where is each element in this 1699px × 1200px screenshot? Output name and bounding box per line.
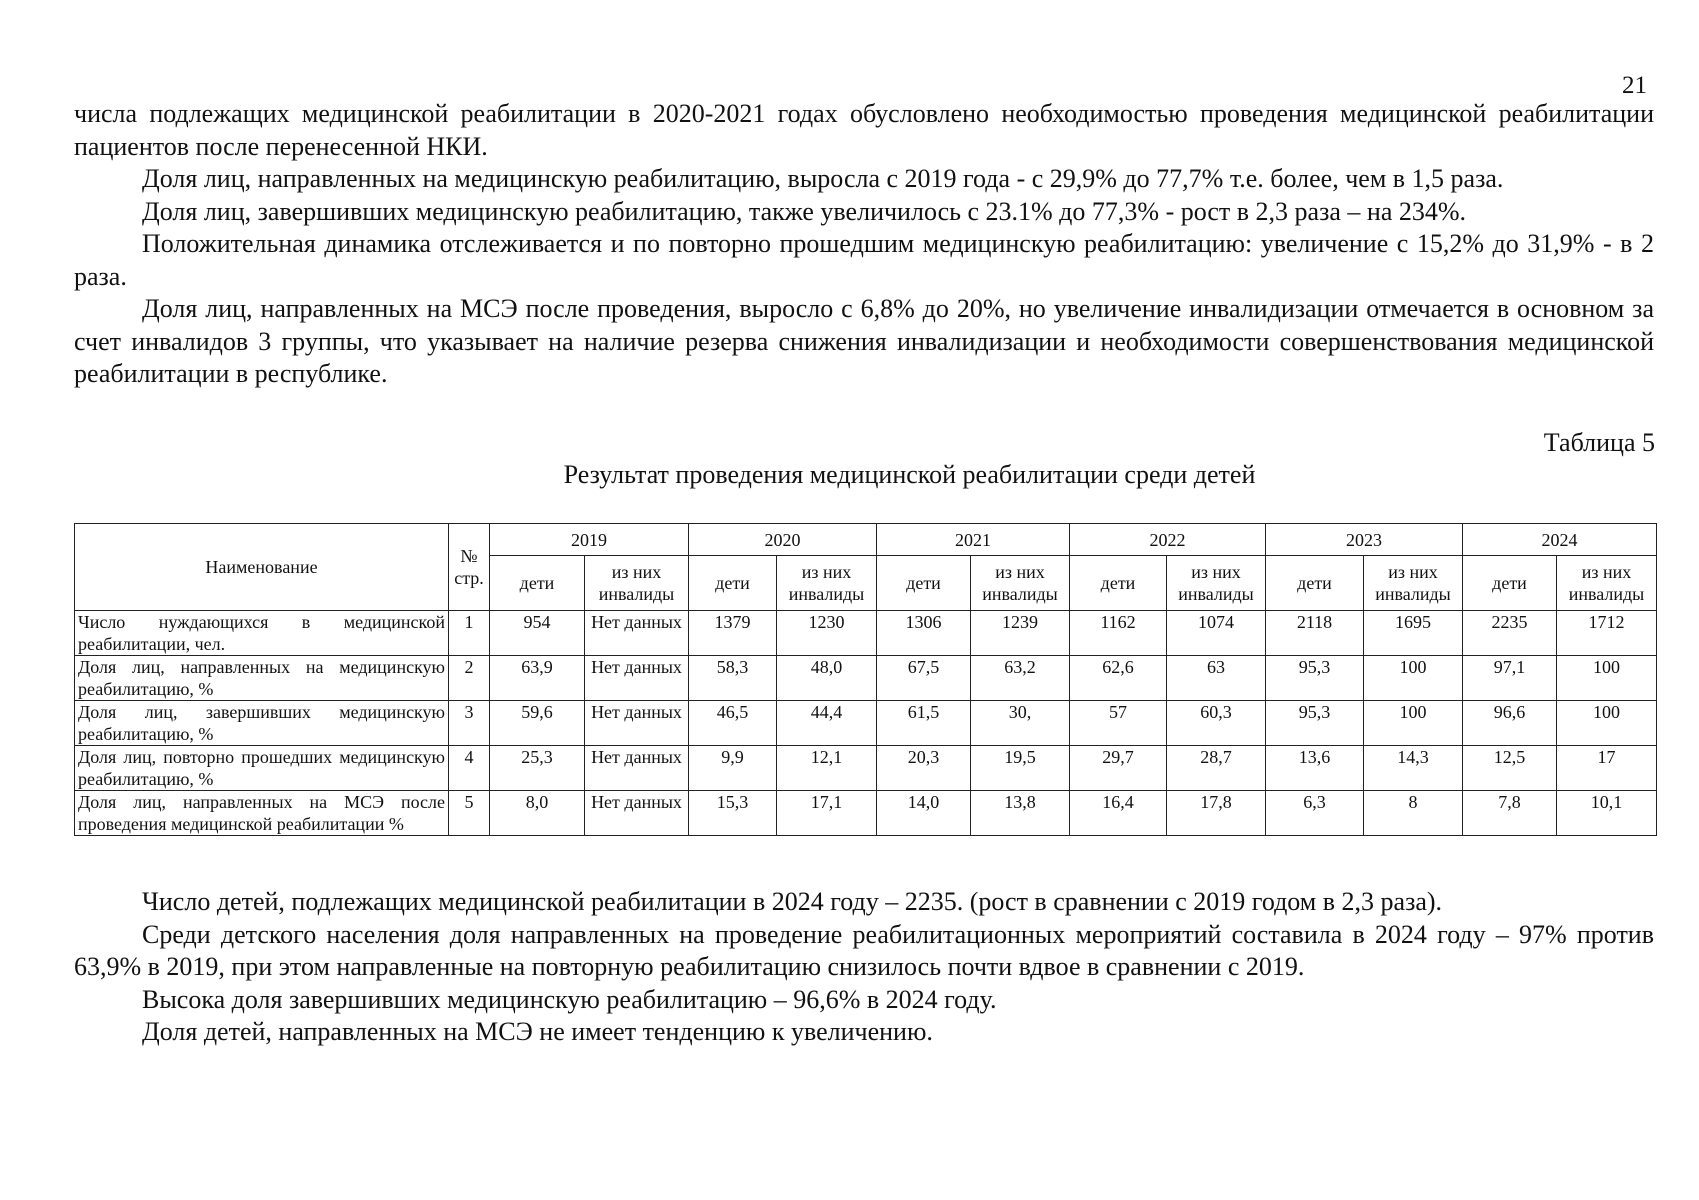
cell-disabled: 14,3 [1364,746,1463,791]
cell-children: 95,3 [1266,701,1364,746]
header-year: 2023 [1266,524,1463,556]
cell-children: 2235 [1463,611,1557,656]
cell-disabled: 100 [1364,656,1463,701]
cell-disabled: 13,8 [971,791,1070,836]
paragraph: числа подлежащих медицинской реабилитации в 2020-2021 годах обусловлено необходимостью проведения медицинской реабилитации пациентов после перенесенной НКИ. [74,99,1654,161]
cell-disabled: 17,8 [1167,791,1266,836]
header-year: 2024 [1463,524,1657,556]
paragraph: Доля лиц, направленных на МСЭ после проведения, выросло с 6,8% до 20%, но увеличение инвалидизации отмечается в основном за счет инвалидов 3 группы, что указывает на наличие резерва снижения инвалидизации и необходимости совершенствования медицинской реабилитации в республике. [74,294,1654,388]
cell-disabled: Нет данных [585,611,689,656]
cell-disabled: 63,2 [971,656,1070,701]
header-disabled: из них инвалиды [971,556,1070,611]
cell-children: 6,3 [1266,791,1364,836]
header-disabled: из них инвалиды [1557,556,1657,611]
bottom-text [74,886,1654,1049]
cell-disabled: 100 [1557,656,1657,701]
table-row [75,656,1657,701]
cell-children: 97,1 [1463,656,1557,701]
header-disabled: из них инвалиды [777,556,877,611]
cell-disabled: 60,3 [1167,701,1266,746]
cell-children: 7,8 [1463,791,1557,836]
table-row [75,791,1657,836]
cell-children: 16,4 [1070,791,1167,836]
cell-disabled: 28,7 [1167,746,1266,791]
cell-disabled: 8 [1364,791,1463,836]
cell-children: 13,6 [1266,746,1364,791]
table-label: Таблица 5 [1543,428,1655,457]
row-number: 5 [449,791,490,836]
cell-children: 1306 [877,611,971,656]
cell-children: 46,5 [689,701,777,746]
table-row [75,611,1657,656]
cell-children: 12,5 [1463,746,1557,791]
cell-children: 25,3 [490,746,585,791]
cell-disabled: 12,1 [777,746,877,791]
row-number: 4 [449,746,490,791]
cell-children: 61,5 [877,701,971,746]
cell-children: 96,6 [1463,701,1557,746]
header-disabled: из них инвалиды [585,556,689,611]
table-row [75,746,1657,791]
cell-children: 1379 [689,611,777,656]
cell-disabled: 63 [1167,656,1266,701]
header-year: 2022 [1070,524,1266,556]
row-name: Доля лиц, завершивших медицинскую реабилитацию, % [75,701,449,746]
cell-disabled: 10,1 [1557,791,1657,836]
paragraph: Высока доля завершивших медицинскую реабилитацию – 96,6% в 2024 году. [142,984,997,1014]
cell-children: 63,9 [490,656,585,701]
row-number: 3 [449,701,490,746]
cell-disabled: 1239 [971,611,1070,656]
paragraph: Доля детей, направленных на МСЭ не имеет тенденцию к увеличению. [142,1017,933,1046]
cell-children: 1162 [1070,611,1167,656]
row-number: 2 [449,656,490,701]
top-text [74,98,1654,391]
cell-children: 57 [1070,701,1167,746]
cell-disabled: 44,4 [777,701,877,746]
cell-disabled: 17 [1557,746,1657,791]
paragraph: Доля лиц, завершивших медицинскую реабилитацию, также увеличилось с 23.1% до 77,3% - рост в 2,3 раза – на 234%. [142,196,1467,226]
row-name: Доля лиц, направленных на МСЭ после проведения медицинской реабилитации % [75,791,449,836]
cell-disabled: 1712 [1557,611,1657,656]
cell-disabled: 19,5 [971,746,1070,791]
row-number: 1 [449,611,490,656]
header-disabled: из них инвалиды [1167,556,1266,611]
row-name: Доля лиц, направленных на медицинскую реабилитацию, % [75,656,449,701]
header-children: дети [490,556,585,611]
cell-children: 29,7 [1070,746,1167,791]
cell-disabled: 48,0 [777,656,877,701]
cell-disabled: Нет данных [585,656,689,701]
header-children: дети [1070,556,1167,611]
results-table [74,523,1657,836]
header-children: дети [1266,556,1364,611]
paragraph: Среди детского населения доля направленных на проведение реабилитационных мероприятий составила в 2024 году – 97% против 63,9% в 2019, при этом направленные на повторную реабилитацию снизилось почти вдвое в сравнении с 2019. [74,919,1654,981]
table-row [75,701,1657,746]
table-body [75,611,1657,836]
header-year: 2020 [689,524,877,556]
cell-disabled: Нет данных [585,746,689,791]
cell-children: 20,3 [877,746,971,791]
cell-children: 9,9 [689,746,777,791]
cell-children: 62,6 [1070,656,1167,701]
cell-children: 2118 [1266,611,1364,656]
cell-children: 15,3 [689,791,777,836]
cell-children: 95,3 [1266,656,1364,701]
cell-disabled: 1230 [777,611,877,656]
cell-children: 14,0 [877,791,971,836]
row-name: Число нуждающихся в медицинской реабилитации, чел. [75,611,449,656]
paragraph: Положительная динамика отслеживается и по повторно прошедшим медицинскую реабилитацию: увеличение с 15,2% до 31,9% - в 2 раза. [74,229,1654,291]
paragraph: Доля лиц, направленных на медицинскую реабилитацию, выросла с 2019 года - с 29,9% до 77,7% т.е. более, чем в 1,5 раза. [142,164,1504,193]
header-children: дети [877,556,971,611]
cell-children: 954 [490,611,585,656]
paragraph: Число детей, подлежащих медицинской реабилитации в 2024 году – 2235. (рост в сравнении с 2019 годом в 2,3 раза). [142,887,1443,916]
cell-disabled: 100 [1557,701,1657,746]
cell-disabled: 1695 [1364,611,1463,656]
header-row-number: № стр. [449,524,490,611]
cell-disabled: 30, [971,701,1070,746]
cell-children: 58,3 [689,656,777,701]
row-name: Доля лиц, повторно прошедших медицинскую реабилитацию, % [75,746,449,791]
header-name: Наименование [75,524,449,611]
cell-disabled: Нет данных [585,701,689,746]
cell-children: 59,6 [490,701,585,746]
cell-children: 67,5 [877,656,971,701]
header-year: 2019 [490,524,689,556]
page-number: 21 [1622,72,1647,99]
header-children: дети [689,556,777,611]
table-title: Результат проведения медицинской реабилитации среди детей [563,460,1256,489]
cell-disabled: 1074 [1167,611,1266,656]
header-children: дети [1463,556,1557,611]
cell-children: 8,0 [490,791,585,836]
header-year: 2021 [877,524,1070,556]
cell-disabled: 17,1 [777,791,877,836]
header-disabled: из них инвалиды [1364,556,1463,611]
cell-disabled: Нет данных [585,791,689,836]
cell-disabled: 100 [1364,701,1463,746]
